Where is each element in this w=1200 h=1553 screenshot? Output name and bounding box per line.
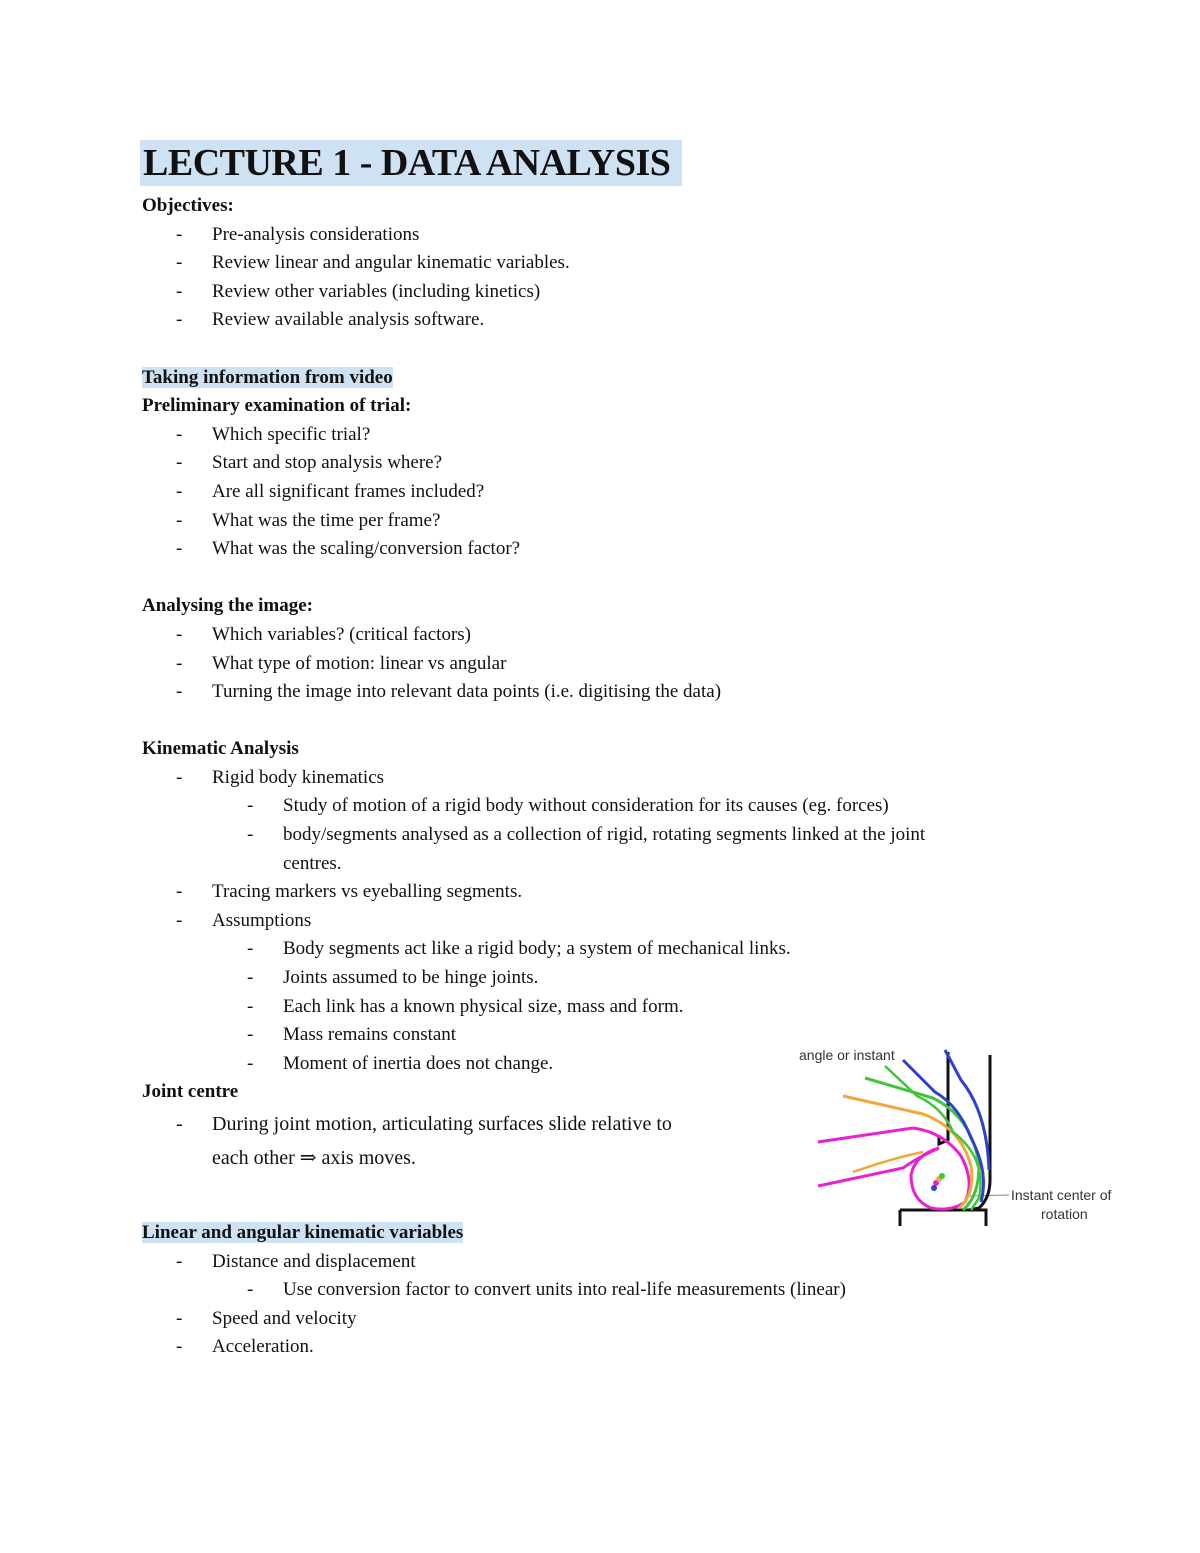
instant-center-figure — [793, 1040, 1133, 1234]
list-item: - Speed and velocity — [142, 1305, 1042, 1334]
sub-list-item: - Moment of inertia does not change. — [142, 1050, 1042, 1079]
figure-label-right-1: Instant center of — [1011, 1187, 1112, 1203]
list-item: - Review linear and angular kinematic variables. — [142, 249, 1042, 278]
sub-list-item: - Study of motion of a rigid body without consideration for its causes (eg. forces) — [142, 792, 1042, 821]
spacer — [142, 564, 1042, 593]
figure-label-top: angle or instant — [799, 1047, 895, 1063]
sub-list-item: - Body segments act like a rigid body; a system of mechanical links. — [142, 935, 1042, 964]
sub-list-item: - Use conversion factor to convert units into real-life measurements (linear) — [142, 1276, 1042, 1305]
objectives-heading: Objectives: — [142, 195, 234, 216]
list-item: - What type of motion: linear vs angular — [142, 650, 1042, 679]
video-heading-highlight: Taking information from video — [142, 366, 393, 388]
spacer — [142, 335, 1042, 364]
video-subheading: Preliminary examination of trial: — [142, 395, 412, 417]
page-title: LECTURE 1 - DATA ANALYSIS — [140, 140, 682, 186]
sub-list-item: - Joints assumed to be hinge joints. — [142, 964, 1042, 993]
list-item: - Which specific trial? — [142, 421, 1042, 450]
joint-heading: Joint centre — [142, 1081, 239, 1103]
list-item: - Tracing markers vs eyeballing segments. — [142, 878, 1042, 907]
sub-list-item-continuation: centres. — [283, 852, 342, 874]
video-heading — [142, 364, 1042, 393]
list-item: - Are all significant frames included? — [142, 478, 1042, 507]
list-item: - Turning the image into relevant data points (i.e. digitising the data) — [142, 678, 1042, 707]
list-item: - Pre-analysis considerations — [142, 221, 1042, 250]
sub-list-item: - body/segments analysed as a collection of rigid, rotating segments linked at the joint — [142, 821, 1042, 850]
sub-list-item: - Each link has a known physical size, mass and form. — [142, 993, 1042, 1022]
list-item: - During joint motion, articulating surfaces slide relative to — [142, 1107, 1042, 1141]
center-dot-green — [939, 1173, 945, 1179]
image-analysis-heading: Analysing the image: — [142, 595, 313, 617]
center-dot-blue — [931, 1185, 937, 1191]
figure-label-right-2: rotation — [1041, 1206, 1088, 1222]
sub-list-item: - Mass remains constant — [142, 1021, 1042, 1050]
list-item: - Review available analysis software. — [142, 306, 1042, 335]
list-item: - Acceleration. — [142, 1333, 1042, 1362]
list-item-continuation: each other ⇒ axis moves. — [212, 1147, 416, 1169]
list-item: - Which variables? (critical factors) — [142, 621, 1042, 650]
list-item: - What was the scaling/conversion factor? — [142, 535, 1042, 564]
list-item: - Distance and displacement — [142, 1248, 1042, 1277]
list-item: - Start and stop analysis where? — [142, 449, 1042, 478]
linear-heading-highlight: Linear and angular kinematic variables — [142, 1222, 464, 1243]
instant-center-diagram — [793, 1040, 1133, 1234]
list-item: - What was the time per frame? — [142, 507, 1042, 536]
list-item: - Assumptions — [142, 907, 1042, 936]
kinematic-heading: Kinematic Analysis — [142, 738, 299, 760]
spacer — [142, 707, 1042, 736]
list-item: - Review other variables (including kinetics) — [142, 278, 1042, 307]
list-item: - Rigid body kinematics — [142, 764, 1042, 793]
